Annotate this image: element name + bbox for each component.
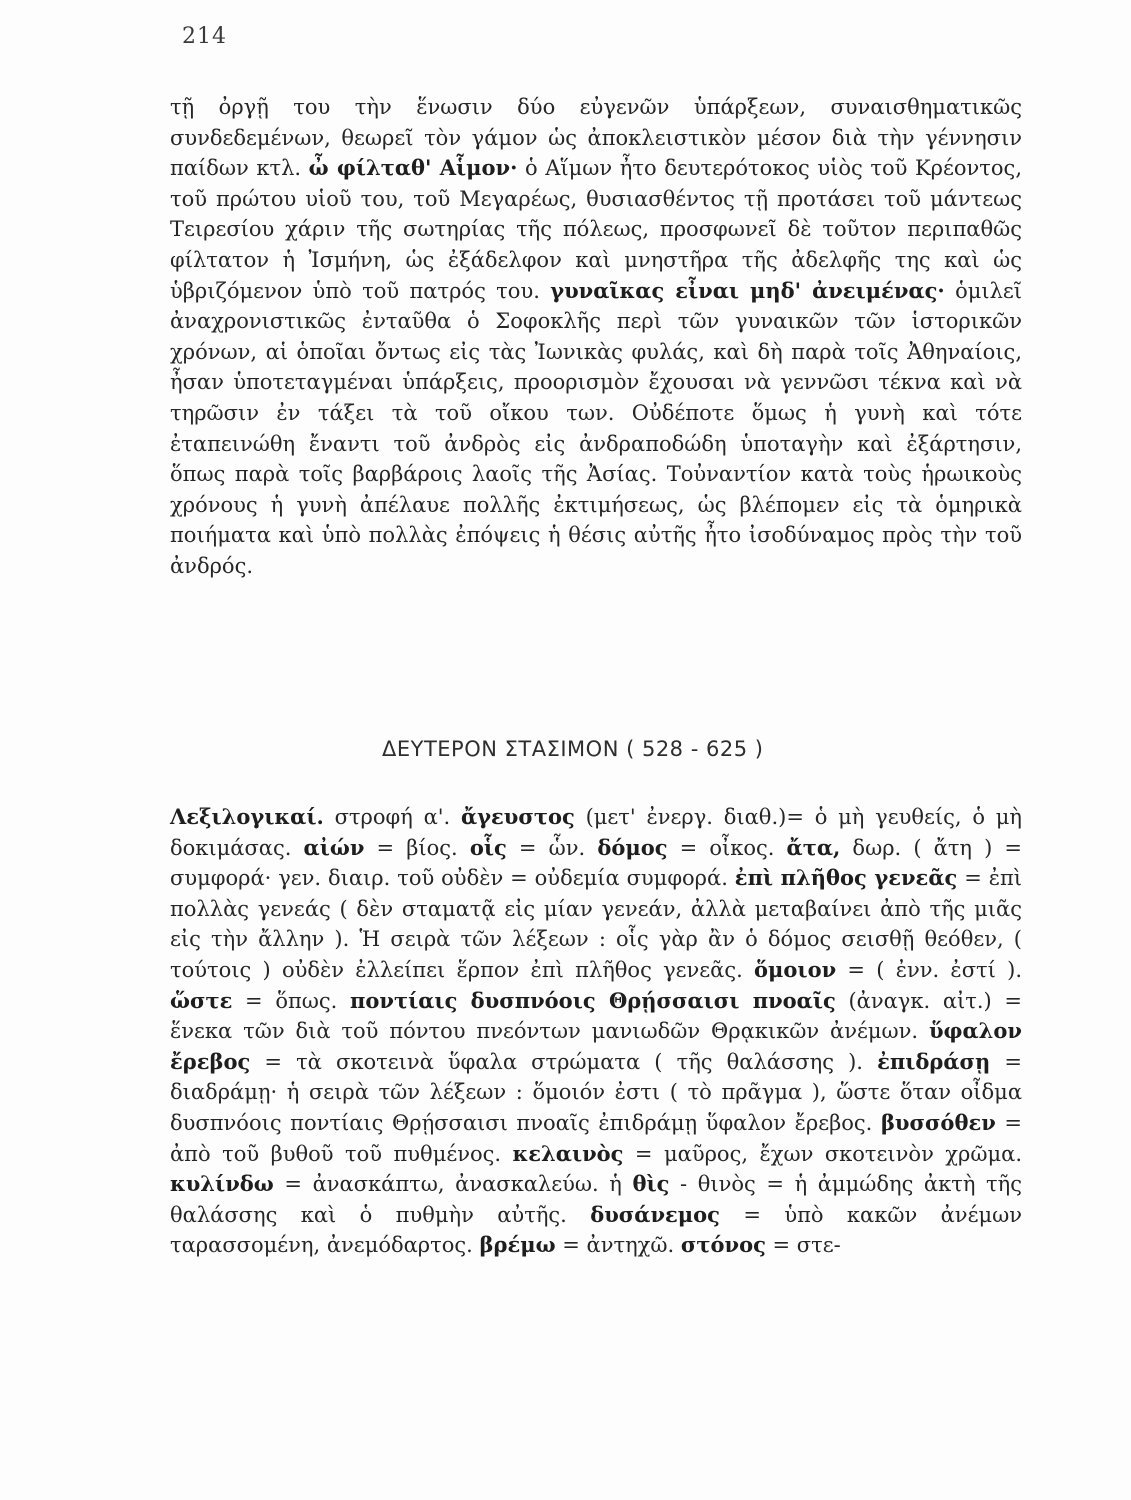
glossary-text: = ἀντηχῶ. (555, 1233, 681, 1258)
glossary-term: δόμος (597, 834, 668, 860)
glossary-text: = διαδράμῃ· ἡ σειρὰ τῶν λέξεων : ὅμοιόν ἐστι ( τὸ πρᾶγμα ), ὥστε ὅταν οἶδμα δυσπνόοις ποντίαις Θρῄσσαισι πνοαῖς ἐπιδράμῃ ὕφαλον ἔρεβος. (170, 1049, 1022, 1135)
glossary-text: = στε- (765, 1233, 841, 1258)
glossary-term: στόνος (680, 1232, 766, 1258)
glossary-text: στροφή α'. (323, 805, 462, 829)
glossary-term: δυσάνεμος (590, 1201, 720, 1227)
glossary-term: ἄγευστος (461, 804, 575, 829)
glossary-term: κελαινὸς (512, 1140, 624, 1166)
glossary-text: = ὧν. (506, 835, 598, 860)
glossary-paragraph (170, 802, 1022, 1261)
commentary-text: ὁμιλεῖ ἀναχρονιστικῶς ἐνταῦθα ὁ Σοφοκλῆς περὶ τῶν γυναικῶν τῶν ἱστορικῶν χρόνων, αἱ ὁποῖαι ὄντως εἰς τὰς Ἰωνικὰς φυλάς, καὶ δὴ παρὰ τοῖς Ἀθηναίοις, ἦσαν ὑποτεταγμέναι ὑπάρξεις, προορισμὸν ἔχουσαι νὰ γεννῶσι τέκνα καὶ νὰ τηρῶσιν ἐν τάξει τὰ τοῦ οἴκου των. Οὐδέποτε ὅμως ἡ γυνὴ καὶ τότε ἐταπεινώθη ἔναντι τοῦ ἀνδρὸς εἰς ἀνδραποδώδη ὑποταγὴν καὶ ἐξάρτησιν, ὅπως παρὰ τοῖς βαρβάροις λαοῖς τῆς Ἀσίας. Τοὐναντίον κατὰ τοὺς ἡρωικοὺς χρόνους ἡ γυνὴ ἀπέλαυε πολλῆς ἐκτιμήσεως, ὡς βλέπομεν εἰς τὰ ὁμηρικὰ ποιήματα καὶ ὑπὸ πολλὰς ἐπόψεις ἡ θέσις αὐτῆς ἦτο ἰσοδύναμος πρὸς τὴν τοῦ ἀνδρός. (170, 278, 1023, 578)
glossary-term: ποντίαις δυσπνόοις Θρῄσσαισι πνοαῖς (350, 987, 836, 1013)
glossary-term: οἷς (469, 834, 507, 860)
glossary-term: βυσσόθεν (880, 1109, 996, 1135)
glossary-text: = ὑπὸ κακῶν ἀνέμων ταρασσομένη, ἀνεμόδαρτος. (170, 1202, 1022, 1258)
glossary-text: - θινὸς = ἡ ἀμμώδης ἀκτὴ τῆς θαλάσσης καὶ ὁ πυθμὴν αὐτῆς. (170, 1172, 1022, 1227)
glossary-term: Λεξιλογικαί. (170, 804, 324, 829)
glossary-text: (ἀναγκ. αἰτ.) = ἕνεκα τῶν διὰ τοῦ πόντου πνεόντων μανιωδῶν Θρᾳκικῶν ἀνέμων. (170, 988, 1022, 1044)
glossary-text: (μετ' ἐνεργ. διαθ.)= ὁ μὴ γευθείς, ὁ μὴ δοκιμάσας. (170, 805, 1022, 860)
glossary-text: = ἐπὶ πολλὰς γενεάς ( δὲν σταματᾷ εἰς μίαν γενεάν, ἀλλὰ μεταβαίνει ἀπὸ τῆς μιᾶς εἰς τὴν ἄλλην ). Ἡ σειρὰ τῶν λέξεων : οἷς γὰρ ἂν ὁ δόμος σεισθῇ θεόθεν, ( τούτοις ) οὐδὲν ἐλλείπει ἕρπον ἐπὶ πλῆθος γενεᾶς. (170, 866, 1023, 982)
glossary-term: βρέμω (479, 1232, 556, 1258)
glossary-text: = μαῦρος, ἔχων σκοτεινὸν χρῶμα. (623, 1141, 1022, 1166)
glossary-text: = ὅπως. (232, 988, 351, 1013)
lemma-heading: γυναῖκας εἶναι μηδ' ἀνειμένας· (550, 277, 945, 303)
glossary-term: κυλίνδω (170, 1171, 274, 1197)
glossary-term: ἐπὶ πλῆθος γενεᾶς (734, 865, 958, 891)
glossary-text: = ἀπὸ τοῦ βυθοῦ τοῦ πυθμένος. (170, 1110, 1022, 1166)
section-heading: ΔΕΥΤΕΡΟΝ ΣΤΑΣΙΜΟΝ ( 528 - 625 ) (382, 737, 764, 761)
glossary-text: = ἀνασκάπτω, ἀνασκαλεύω. ἡ (273, 1172, 633, 1197)
glossary-term: ὕφαλον ἔρεβος (170, 1018, 1022, 1074)
glossary-term: ὅμοιον (754, 956, 837, 982)
glossary-text: = βίος. (364, 835, 470, 860)
commentary-paragraph (170, 92, 1022, 582)
commentary-text: τῇ ὀργῇ του τὴν ἕνωσιν δύο εὐγενῶν ὑπάρξεων, συναισθηματικῶς συνδεδεμένων, θεωρεῖ τὸν γάμον ὡς ἀποκλειστικὸν μέσον διὰ τὴν γέννησιν παίδων κτλ. (170, 95, 1022, 181)
glossary-term: θὶς (632, 1171, 670, 1197)
glossary-term: ἐπιδράσῃ (877, 1048, 991, 1074)
page-number: 214 (182, 24, 227, 49)
glossary-text: δωρ. ( ἄτη ) = συμφορά· γεν. διαιρ. τοῦ οὐδὲν = οὐδεμία συμφορά. (170, 835, 1023, 891)
glossary-text: = ( ἐνν. ἐστί ). (836, 957, 1023, 982)
commentary-text: ὁ Αἵμων ἦτο δευτερότοκος υἱὸς τοῦ Κρέοντος, τοῦ πρώτου υἱοῦ του, τοῦ Μεγαρέως, θυσιασθέντος τῇ προτάσει τοῦ μάντεως Τειρεσίου χάριν τῆς σωτηρίας τῆς πόλεως, προσφωνεῖ δὲ τοῦτον περιπαθῶς φίλτατον ἡ Ἰσμήνη, ὡς ἐξάδελφον καὶ μνηστῆρα τῆς ἀδελφῆς της καὶ ὡς ὑβριζόμενον ὑπὸ τοῦ πατρός του. (170, 156, 1022, 303)
glossary-term: ὥστε (170, 987, 233, 1013)
lemma-heading: ὦ φίλταθ' Αἷμον· (308, 155, 518, 181)
glossary-text: = τὰ σκοτεινὰ ὕφαλα στρώματα ( τῆς θαλάσσης ). (250, 1049, 878, 1074)
glossary-term: ἄτα, (786, 834, 841, 860)
glossary-text: = οἶκος. (667, 835, 787, 860)
glossary-term: αἰών (303, 834, 365, 860)
